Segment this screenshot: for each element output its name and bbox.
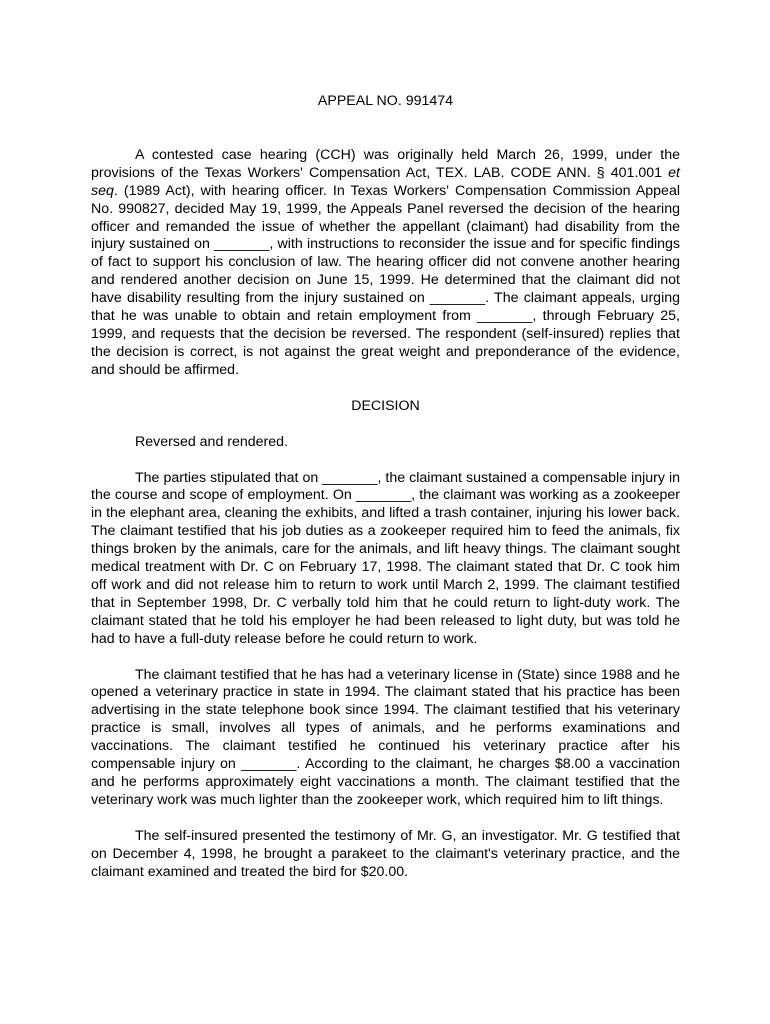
paragraph-background-text-1: A contested case hearing (CCH) was originally held March 26, 1999, under the provisions of the Texas Workers' Compensation Act, TEX. LAB. CODE ANN. § 401.001 xyxy=(91,146,680,181)
paragraph-background-italic: et seq xyxy=(91,164,680,199)
document-title: APPEAL NO. 991474 xyxy=(317,93,454,109)
paragraph-stipulations: The parties stipulated that on _______, the claimant sustained a compensable injury in the course and scope of employment. On _______, the claimant was working as a zookeeper in the elephant area, cleaning the exhibits, and lifted a trash container, injuring his lower back. The claimant testified that his job duties as a zookeeper required him to feed the animals, fix things broken by the animals, care for the animals, and lift heavy things. The claimant sought medical treatment with Dr. C on February 17, 1998. The claimant stated that Dr. C took him off work and did not release him to return to work until March 2, 1999. The claimant testified that in September 1998, Dr. C verbally told him that he could return to light-duty work. The claimant stated that he told his employer he had been released to light duty, but was told he had to have a full-duty release before he could return to work. xyxy=(91,469,680,647)
document-page xyxy=(91,93,680,900)
paragraph-veterinary: The claimant testified that he has had a veterinary license in (State) since 1988 and he opened a veterinary practice in state in 1994. The claimant stated that his practice has been advertising in the state telephone book since 1994. The claimant testified that his veterinary practice is small, involves all types of animals, and he performs examinations and vaccinations. The claimant testified he continued his veterinary practice after his compensable injury on _______. According to the claimant, he charges $8.00 a vaccination and he performs approximately eight vaccinations a month. The claimant testified that the veterinary work was much lighter than the zookeeper work, which required him to lift things. xyxy=(91,666,680,808)
paragraph-decision: Reversed and rendered. xyxy=(135,433,289,450)
paragraph-background-text-2: . (1989 Act), with hearing officer. In Texas Workers' Compensation Commission Appeal No. 990827, decided May 19, 1999, the Appeals Panel reversed the decision of the hearing officer and remanded the issue of whether the appellant (claimant) had disability from the injury sustained on _______, with instructions to reconsider the issue and for specific findings of fact to support his conclusion of law. The hearing officer did not convene another hearing and rendered another decision on June 15, 1999. He determined that the claimant did not have disability resulting from the injury sustained on _______. The claimant appeals, urging that he was unable to obtain and retain employment from _______, through February 25, 1999, and requests that the decision be reversed. The respondent (self-insured) replies that the decision is correct, is not against the great weight and preponderance of the evidence, and should be affirmed. xyxy=(91,182,680,378)
paragraph-investigator: The self-insured presented the testimony of Mr. G, an investigator. Mr. G testified that on December 4, 1998, he brought a parakeet to the claimant's veterinary practice, and the claimant examined and treated the bird for $20.00. xyxy=(91,827,680,880)
decision-heading: DECISION xyxy=(351,397,420,414)
paragraph-background xyxy=(91,147,680,380)
